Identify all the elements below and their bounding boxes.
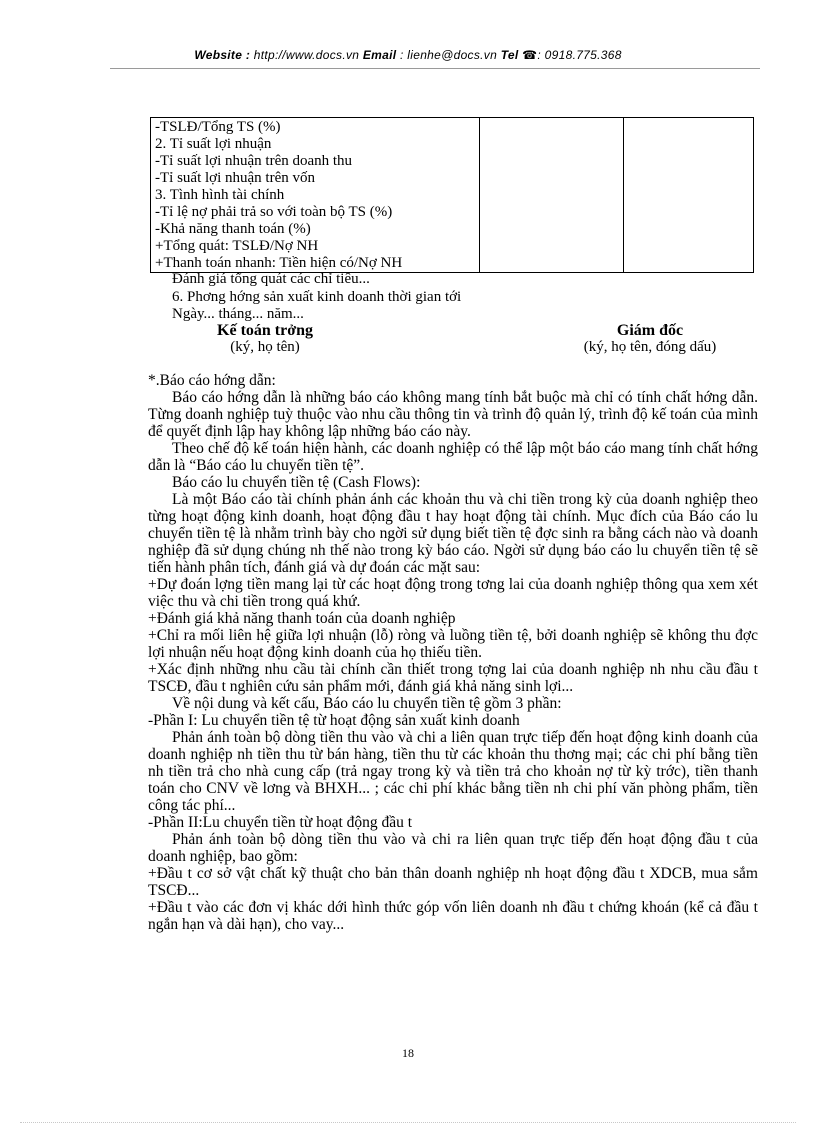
- table-line: 2. Tỉ suất lợi nhuận: [155, 136, 272, 152]
- date-line: Ngày... tháng... năm...: [172, 306, 304, 322]
- part-heading: -Phần I: Lu chuyển tiền tệ từ hoạt động sản xuất kinh doanh: [148, 712, 520, 729]
- list-item: +Đầu t vào các đơn vị khác dới hình thức góp vốn liên doanh nh đầu t chứng khoán (kể cả đầu t ngắn hạn và dài hạn), cho vay...: [148, 899, 758, 933]
- indicator-cell: [151, 118, 480, 273]
- website-label: Website :: [194, 48, 251, 62]
- body-text: [148, 372, 758, 933]
- subheading: Báo cáo lu chuyển tiền tệ (Cash Flows):: [172, 474, 421, 491]
- signature-accountant: [190, 322, 340, 356]
- table-line: -Tỉ lệ nợ phải trả so với toàn bộ TS (%): [155, 204, 393, 220]
- value-cell-1: [480, 118, 624, 273]
- list-item: +Xác định những nhu cầu tài chính cần thiết trong tợng lai của doanh nghiệp nh nhu cầu đầu t TSCĐ, đầu t nghiên cứu sản phẩm mới, đánh giá khả năng sinh lợi...: [148, 661, 758, 695]
- table-line: 3. Tình hình tài chính: [155, 187, 285, 203]
- page-number: 18: [402, 1046, 414, 1060]
- website-url[interactable]: http://www.docs.vn: [253, 48, 360, 62]
- list-item: +Đầu t cơ sở vật chất kỹ thuật cho bản thân doanh nghiệp nh hoạt động đầu t XDCB, mua sắm TSCĐ...: [148, 865, 758, 899]
- list-item: +Đánh giá khả năng thanh toán của doanh nghiệp: [148, 610, 456, 627]
- signature-note: (ký, họ tên, đóng dấu): [583, 339, 717, 355]
- table-line: +Tổng quát: TSLĐ/Nợ NH: [155, 238, 319, 254]
- list-item: +Dự đoán lợng tiền mang lại từ các hoạt động trong tơng lai của doanh nghiệp thông qua xem xét việc thu và chi tiền trong quá khứ.: [148, 576, 758, 610]
- overall-assessment: Đánh giá tổng quát các chỉ tiêu...: [172, 271, 370, 287]
- paragraph: Theo chế độ kế toán hiện hành, các doanh nghiệp có thể lập một báo cáo mang tính chất hớng dẫn là “Báo cáo lu chuyển tiền tệ”.: [148, 440, 758, 474]
- tel-value: : 0918.775.368: [537, 48, 622, 62]
- paragraph: Phản ánh toàn bộ dòng tiền thu vào và chi ra liên quan trực tiếp đến hoạt động đầu t của doanh nghiệp, bao gồm:: [148, 831, 758, 865]
- signature-title: Giám đốc: [616, 322, 684, 339]
- table-row: [151, 118, 754, 273]
- table-line: -Khả năng thanh toán (%): [155, 221, 311, 237]
- email-value[interactable]: : lienhe@docs.vn: [400, 48, 498, 62]
- value-cell-2: [624, 118, 754, 273]
- part-heading: -Phần II:Lu chuyển tiền từ hoạt động đầu t: [148, 814, 413, 831]
- paragraph: Báo cáo hớng dẫn là những báo cáo không mang tính bắt buộc mà chỉ có tính chất hớng dẫn. Từng doanh nghiệp tuỳ thuộc vào nhu cầu thông tin và trình độ quản lý, trình độ kế toán của mình để quyết định lập hay không lập những báo cáo này.: [148, 389, 758, 440]
- signature-director: [555, 322, 745, 356]
- email-label: Email: [362, 48, 397, 62]
- page-header: [0, 48, 816, 62]
- tel-label: Tel: [500, 48, 519, 62]
- list-item: +Chỉ ra mối liên hệ giữa lợi nhuận (lỗ) ròng và luồng tiền tệ, bởi doanh nghiệp sẽ không thu đợc lợi nhuận nếu hoạt động kinh doanh của họ thiếu tiền.: [148, 627, 758, 661]
- paragraph: Về nội dung và kết cấu, Báo cáo lu chuyển tiền tệ gồm 3 phần:: [172, 695, 562, 712]
- header-divider: [110, 68, 760, 69]
- phone-icon: ☎: [522, 48, 538, 62]
- table-line: -TSLĐ/Tổng TS (%): [155, 119, 281, 135]
- table-line: +Thanh toán nhanh: Tiền hiện có/Nợ NH: [155, 255, 403, 271]
- table-line: -Tỉ suất lợi nhuận trên vốn: [155, 170, 315, 186]
- signature-title: Kế toán trởng: [217, 322, 313, 339]
- section-heading: *.Báo cáo hớng dẫn:: [148, 372, 276, 389]
- paragraph: Là một Báo cáo tài chính phản ánh các khoản thu và chi tiền trong kỳ của doanh nghiệp theo từng hoạt động kinh doanh, hoạt động đầu t hay hoạt động tài chính. Mục đích của Báo cáo lu chuyển tiền tệ là nhằm trình bày cho ngời sử dụng biết tiền tệ đợc sinh ra bằng cách nào và doanh nghiệp đã sử dụng chúng nh thế nào trong kỳ báo cáo. Ngời sử dụng báo cáo lu chuyển tiền tệ sẽ tiến hành phân tích, đánh giá và dự đoán các mặt sau:: [148, 491, 758, 576]
- indicator-table: [150, 117, 754, 273]
- signature-note: (ký, họ tên): [230, 339, 300, 355]
- table-line: -Tỉ suất lợi nhuận trên doanh thu: [155, 153, 353, 169]
- paragraph: Phản ánh toàn bộ dòng tiền thu vào và chi a liên quan trực tiếp đến hoạt động kinh doanh của doanh nghiệp nh tiền thu từ bán hàng, tiền thu từ các khoản thu thơng mại; các chi phí bằng tiền nh tiền trả cho nhà cung cấp (trả ngay trong kỳ và tiền trả cho khoản nợ từ kỳ trớc), tiền thanh toán cho CNV về lơng và BHXH... ; các chi phí khác bằng tiền nh chi phí văn phòng phẩm, tiền công tác phí...: [148, 729, 758, 814]
- production-direction: 6. Phơng hớng sản xuất kinh doanh thời gian tới: [172, 289, 462, 305]
